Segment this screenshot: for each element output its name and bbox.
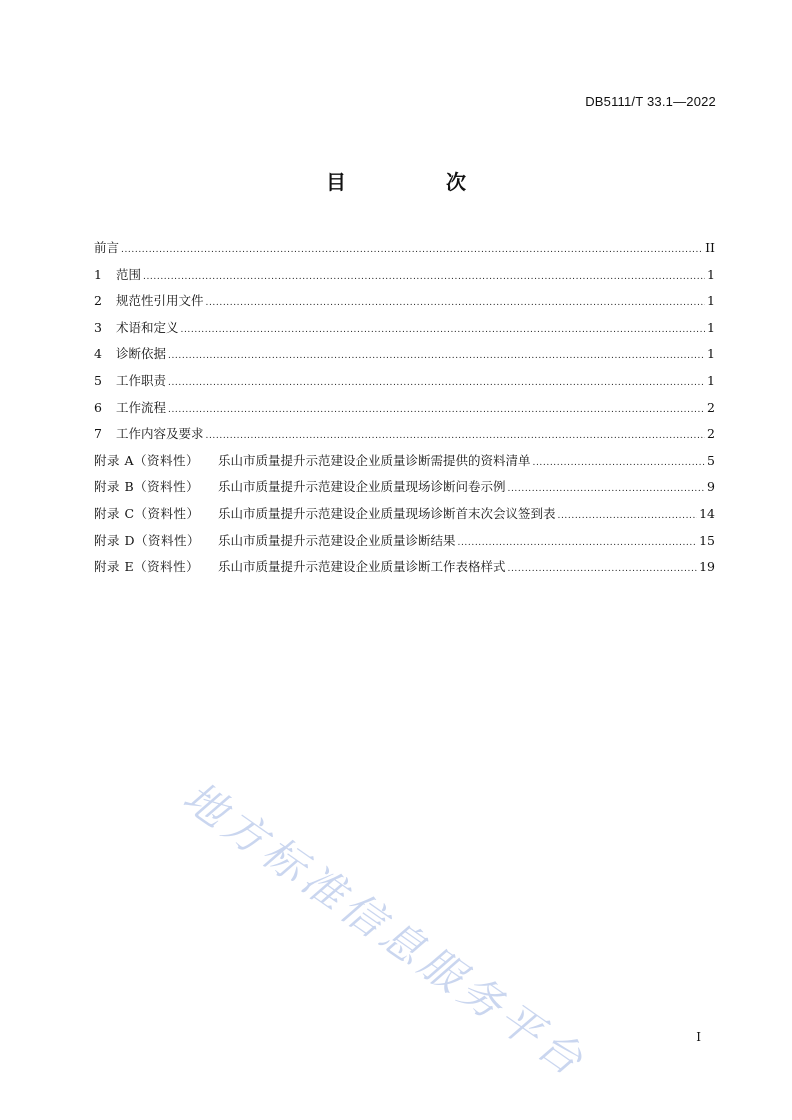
- toc-item-normative-references[interactable]: [94, 291, 715, 318]
- appendix-prefix: 附录 E（资料性）: [94, 559, 200, 575]
- page-number: I: [696, 1030, 701, 1044]
- toc-item-page: 1: [707, 372, 715, 388]
- toc-item-page: II: [705, 240, 715, 255]
- toc-item-number: 3: [94, 319, 102, 335]
- toc-item-appendix-e[interactable]: [94, 557, 715, 584]
- dot-leader: [206, 298, 706, 308]
- toc-item-label: 术语和定义: [116, 319, 179, 335]
- toc-item-label: 工作流程: [116, 399, 167, 415]
- toc-item-label: 规范性引用文件: [116, 293, 204, 309]
- toc-item-foreword[interactable]: [94, 238, 715, 265]
- toc-item-responsibilities[interactable]: [94, 371, 715, 398]
- toc-item-page: 9: [707, 479, 715, 495]
- dot-leader: [168, 378, 705, 388]
- dot-leader: [168, 405, 705, 415]
- toc-item-label: 诊断依据: [116, 346, 167, 362]
- document-code: DB5111/T 33.1—2022: [585, 94, 716, 109]
- table-of-contents: [94, 238, 715, 584]
- watermark: 地方标准信息服务平台: [174, 771, 596, 1088]
- dot-leader: [508, 564, 698, 574]
- toc-item-appendix-a[interactable]: [94, 451, 715, 478]
- toc-item-page: 5: [707, 452, 715, 468]
- toc-item-number: 7: [94, 426, 102, 442]
- toc-item-label: 乐山市质量提升示范建设企业质量诊断结果: [218, 532, 456, 548]
- toc-item-page: 1: [707, 266, 715, 282]
- toc-title: 目 次: [326, 170, 506, 194]
- toc-item-appendix-d[interactable]: [94, 531, 715, 558]
- dot-leader: [143, 272, 705, 282]
- toc-item-work-content[interactable]: [94, 424, 715, 451]
- toc-item-diagnosis-basis[interactable]: [94, 344, 715, 371]
- toc-item-page: 2: [707, 399, 715, 415]
- toc-item-page: 2: [707, 426, 715, 442]
- appendix-prefix: 附录 D（资料性）: [94, 532, 200, 548]
- toc-item-page: 14: [699, 505, 715, 521]
- toc-item-number: 4: [94, 346, 102, 362]
- toc-item-appendix-b[interactable]: [94, 477, 715, 504]
- toc-item-workflow[interactable]: [94, 398, 715, 425]
- toc-item-page: 1: [707, 346, 715, 362]
- toc-item-appendix-c[interactable]: [94, 504, 715, 531]
- dot-leader: [206, 431, 706, 441]
- appendix-prefix: 附录 A（资料性）: [94, 452, 200, 468]
- toc-item-number: 2: [94, 293, 102, 309]
- toc-item-page: 15: [699, 532, 715, 548]
- appendix-prefix: 附录 B（资料性）: [94, 479, 200, 495]
- dot-leader: [181, 325, 706, 335]
- toc-item-label: 范围: [116, 266, 142, 282]
- dot-leader: [121, 245, 703, 255]
- toc-item-number: 6: [94, 399, 102, 415]
- toc-item-label: 乐山市质量提升示范建设企业质量现场诊断问卷示例: [218, 479, 506, 495]
- toc-item-scope[interactable]: [94, 265, 715, 292]
- toc-item-number: 1: [94, 266, 102, 282]
- dot-leader: [508, 484, 706, 494]
- dot-leader: [168, 351, 705, 361]
- toc-item-label: 乐山市质量提升示范建设企业质量诊断需提供的资料清单: [218, 452, 531, 468]
- toc-item-label: 前言: [94, 240, 120, 255]
- toc-item-label: 工作职责: [116, 372, 167, 388]
- dot-leader: [533, 458, 706, 468]
- appendix-prefix: 附录 C（资料性）: [94, 505, 200, 521]
- dot-leader: [458, 538, 698, 548]
- toc-item-number: 5: [94, 372, 102, 388]
- toc-item-label: 工作内容及要求: [116, 426, 204, 442]
- toc-item-page: 1: [707, 293, 715, 309]
- toc-item-label: 乐山市质量提升示范建设企业质量诊断工作表格样式: [218, 559, 506, 575]
- dot-leader: [558, 511, 698, 521]
- toc-item-label: 乐山市质量提升示范建设企业质量现场诊断首末次会议签到表: [218, 505, 556, 521]
- toc-item-terms-definitions[interactable]: [94, 318, 715, 345]
- toc-item-page: 19: [699, 559, 715, 575]
- toc-item-page: 1: [707, 319, 715, 335]
